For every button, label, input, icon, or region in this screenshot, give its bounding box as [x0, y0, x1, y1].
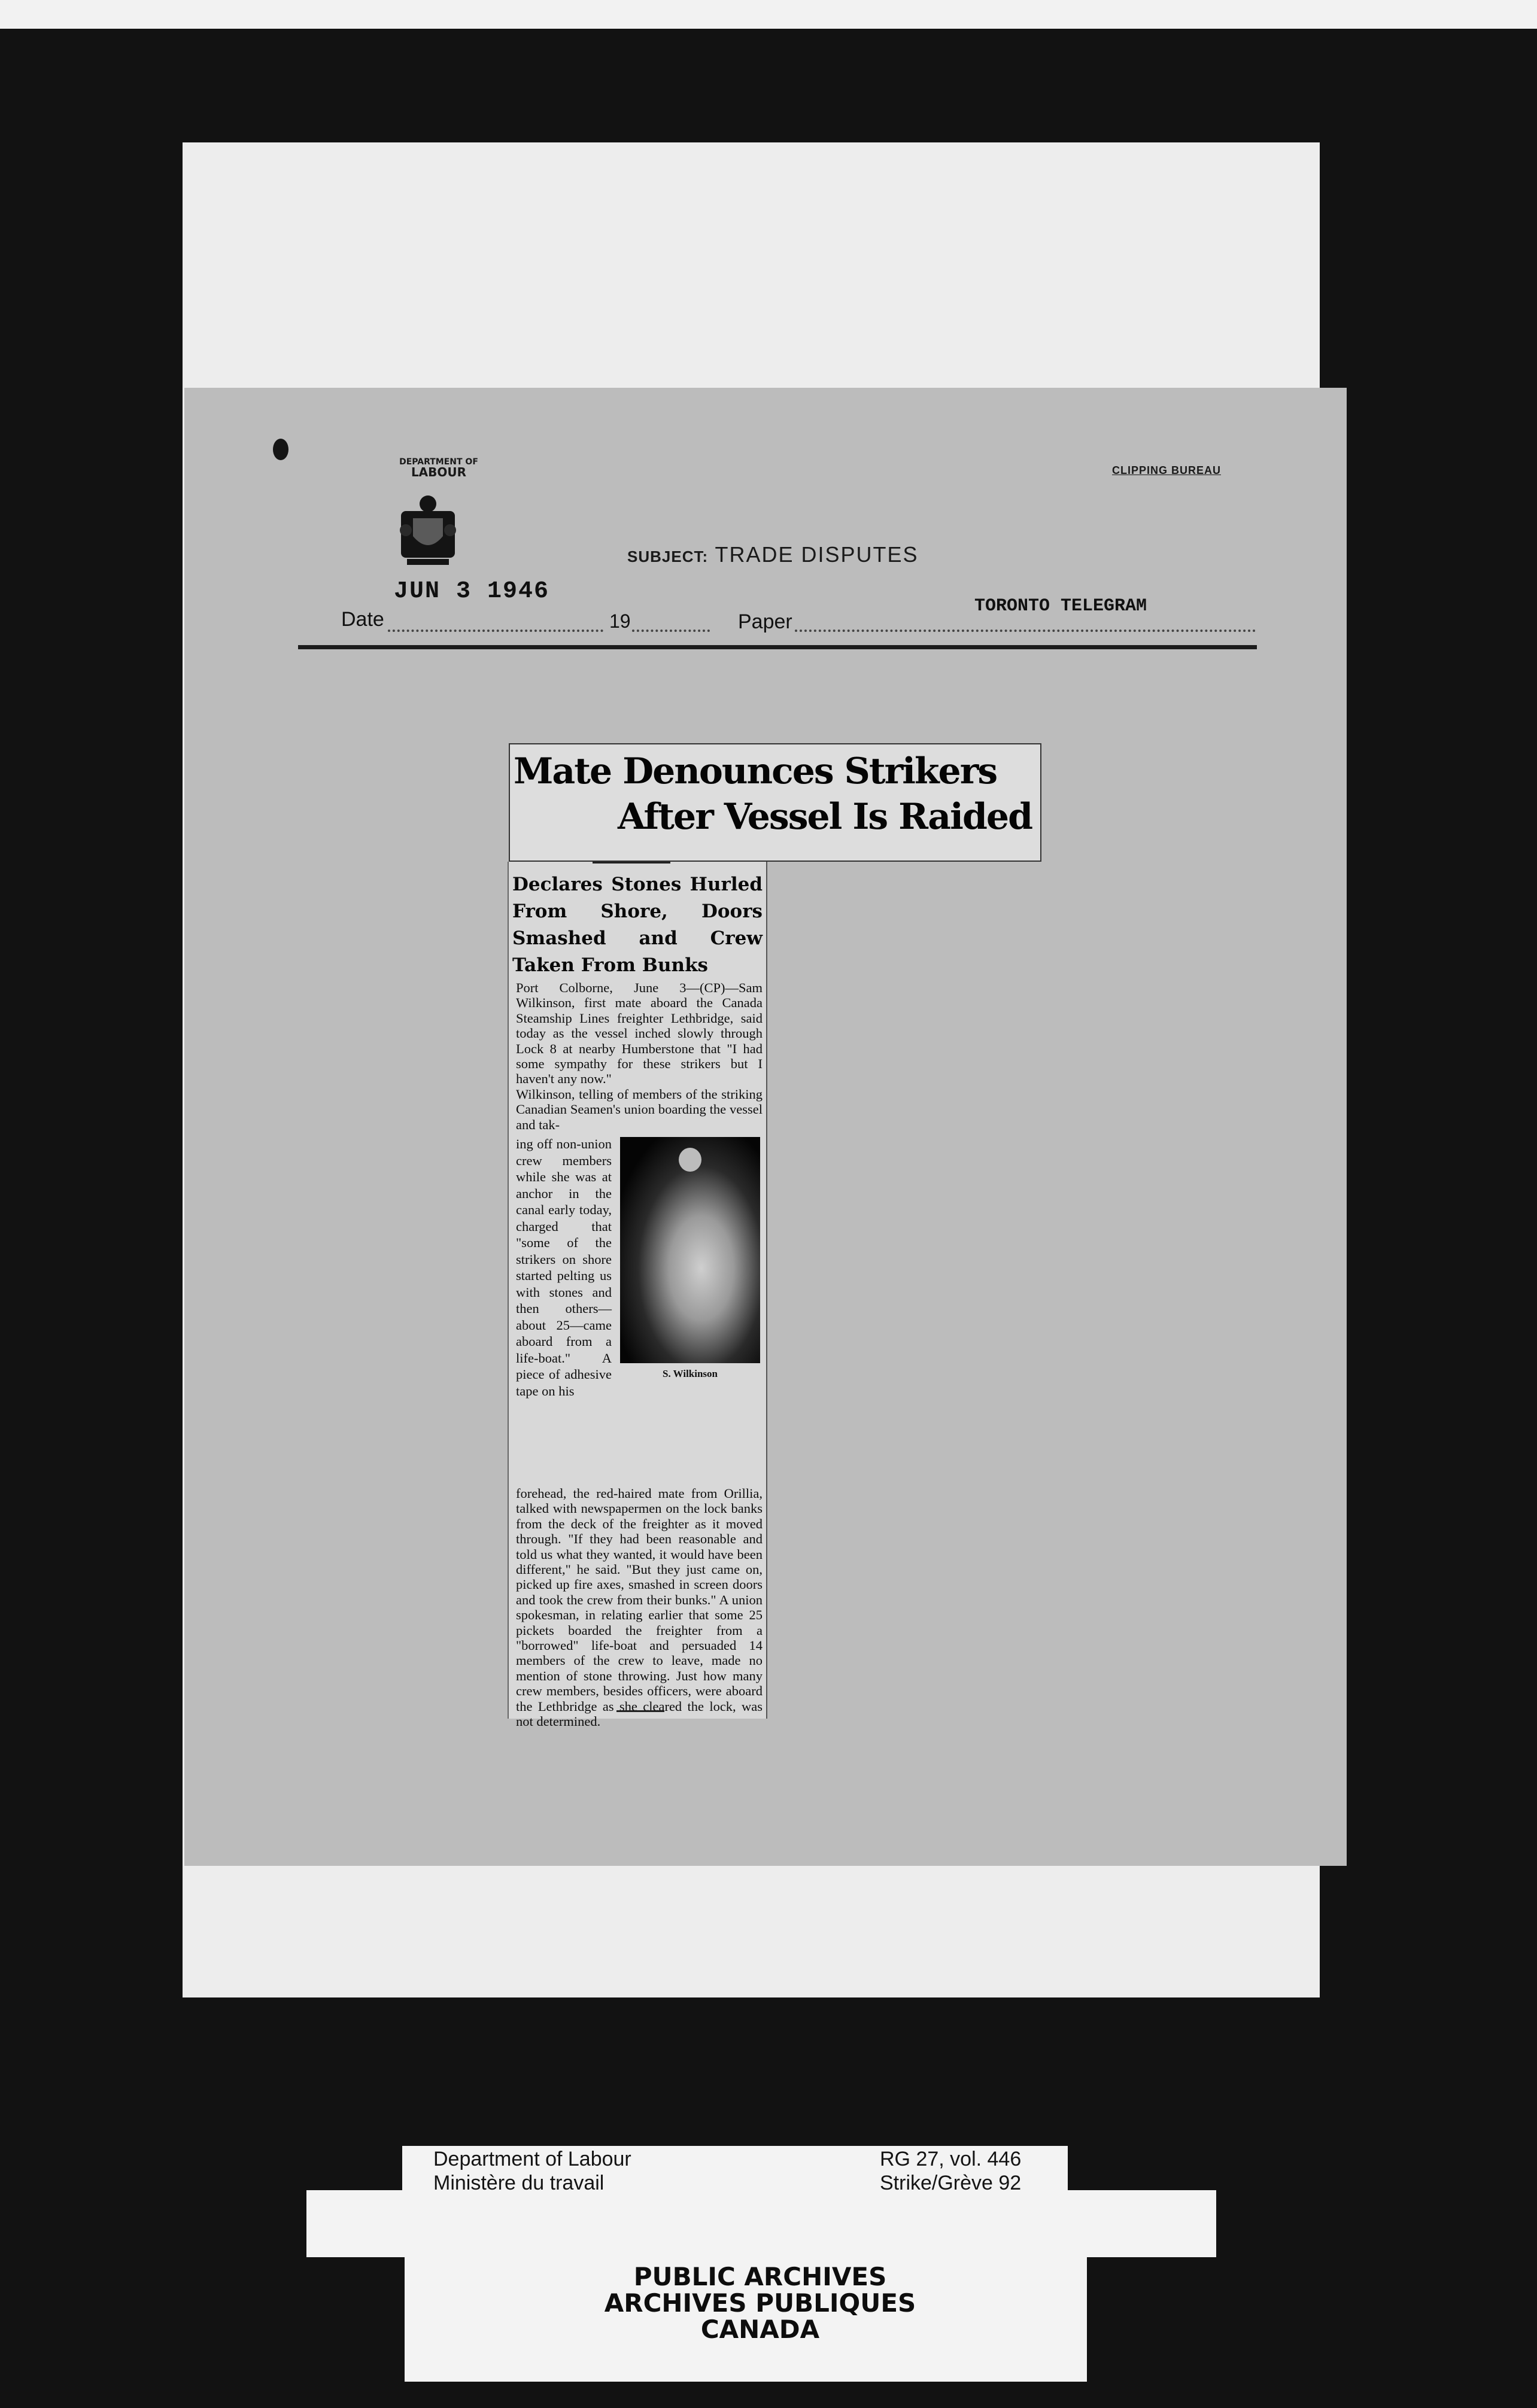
date-stamp: JUN 3 1946 [394, 578, 550, 605]
article-paragraph: Port Colborne, June 3—(CP)—Sam Wilkinson, first mate aboard the Canada Steamship Lines freighter Lethbridge, said today as the vessel inched slowly through Lock 8 at nearby Humberstone that "I had some sympathy for these strikers but I haven't any now." [516, 980, 763, 1087]
article-paragraph: Wilkinson, telling of members of the striking Canadian Seamen's union boarding the vessel and tak- [516, 1087, 763, 1132]
subject-value: TRADE DISPUTES [715, 542, 919, 567]
stamp-line1: PUBLIC ARCHIVES [633, 2262, 887, 2291]
clipping-bureau-label: CLIPPING BUREAU [1112, 464, 1222, 476]
archive-label-middle [306, 2190, 1216, 2257]
photo-caption: S. Wilkinson [663, 1368, 718, 1379]
date-dotted-line [388, 630, 603, 632]
headline-line1: Mate Denounces Strikers [514, 750, 997, 792]
article-paragraph: forehead, the red-haired mate from Orillia, talked with newspapermen on the lock banks from the deck of the freighter as it moved through. "If they had been reasonable and told us what they wanted, it would have been different," he said. "But they just came on, picked up fire axes, smashed in screen doors and took the crew from their bunks." A union spokesman, in relating earlier that some 25 pickets boarded the freighter from a "borrowed" life-boat and persuaded 14 members of the crew to leave, made no mention of stone throwing. Just how many crew members, besides officers, were aboard the Lethbridge as she cleared the lock, was not determined. [516, 1486, 763, 1729]
label-dept-fr: Ministère du travail [433, 2172, 605, 2194]
clipping-headline [509, 743, 1041, 862]
headline-line2: After Vessel Is Raided [618, 796, 1032, 838]
paper-stamp: TORONTO TELEGRAM [974, 596, 1147, 616]
department-line1: DEPARTMENT OF [399, 457, 478, 467]
label-reference: RG 27, vol. 446 [880, 2148, 1022, 2170]
portrait-photo [620, 1137, 760, 1363]
year-dotted-line [632, 630, 710, 632]
article-end-mark [616, 1710, 664, 1716]
department-line2: LABOUR [411, 465, 467, 479]
stamp-line2: ARCHIVES PUBLIQUES [604, 2288, 916, 2318]
clipping-article [508, 862, 767, 1729]
article-paragraph-narrow: ing off non-union crew members while she was at anchor in the canal early today, charged that "some of the strikers on shore started pelting us with stones and then others—about 25—came aboard from a life-boat." A piece of adhesive tape on his [516, 1136, 612, 1398]
paper-dotted-line [795, 630, 1256, 632]
punch-hole [273, 439, 288, 460]
date-label: Date [341, 608, 384, 631]
coat-of-arms-icon [395, 494, 461, 572]
year-label: 19 [609, 610, 631, 632]
cap-badge [679, 1148, 701, 1172]
header-rule [298, 645, 1257, 649]
subject-line [627, 542, 919, 567]
label-dept-en: Department of Labour [433, 2148, 631, 2170]
label-strike: Strike/Grève 92 [880, 2172, 1022, 2194]
top-border [0, 0, 1537, 29]
subject-label: SUBJECT: [627, 548, 709, 565]
department-heading [382, 457, 496, 478]
headline-divider [593, 862, 670, 864]
archives-stamp [539, 2264, 982, 2343]
stamp-line3: CANADA [700, 2315, 820, 2344]
article-deck: Declares Stones Hurled From Shore, Doors Smashed and Crew Taken From Bunks [512, 874, 763, 976]
paper-label: Paper [738, 610, 792, 633]
